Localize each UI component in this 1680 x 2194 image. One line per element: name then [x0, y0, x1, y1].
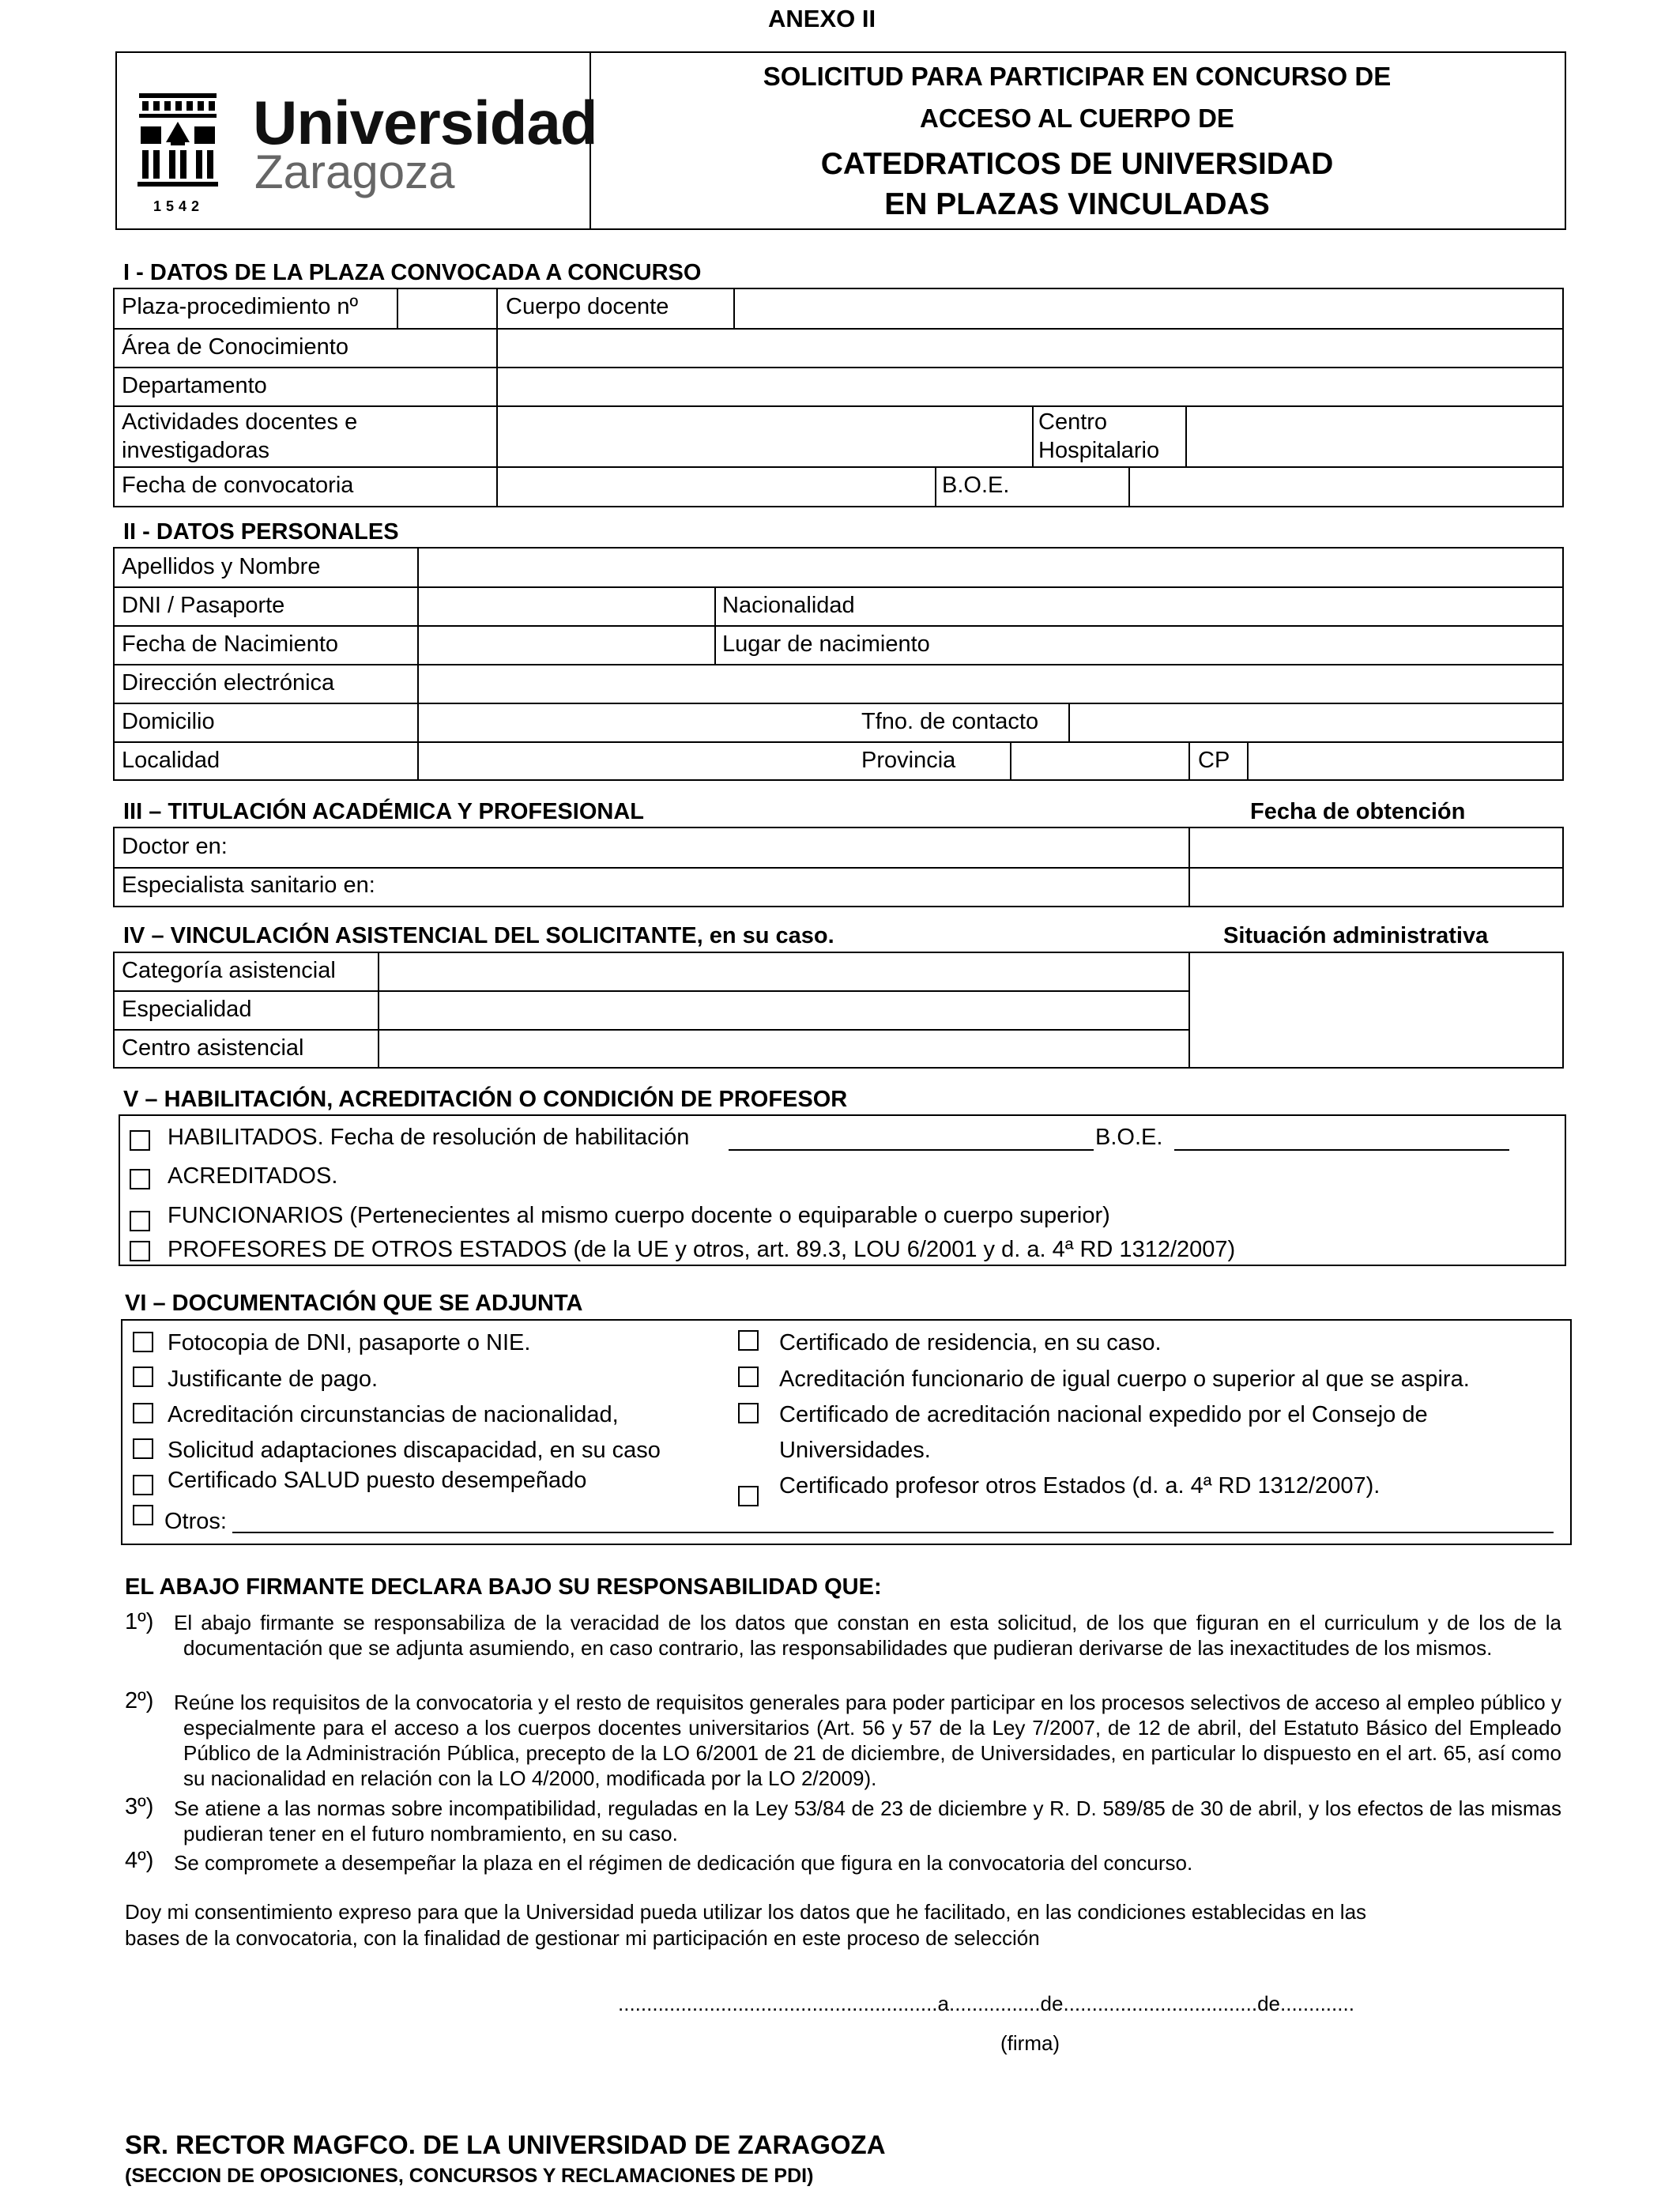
- field-habilitados-boe[interactable]: [1174, 1149, 1509, 1151]
- fecha-obtencion-header: Fecha de obtención: [1250, 799, 1466, 824]
- field-dni[interactable]: [419, 588, 713, 624]
- field-cp[interactable]: [1249, 743, 1561, 779]
- checkbox-doc-discapacidad[interactable]: [133, 1438, 153, 1459]
- field-especialista-fecha[interactable]: [1190, 869, 1561, 906]
- section1-title: I - DATOS DE LA PLAZA CONVOCADA A CONCURSO: [123, 260, 702, 285]
- doc-residencia-label: Certificado de residencia, en su caso.: [779, 1330, 1162, 1355]
- label-localidad: Localidad: [122, 748, 220, 773]
- label-especialista: Especialista sanitario en:: [122, 873, 375, 898]
- doc-funcionario-label: Acreditación funcionario de igual cuerpo o superior al que se aspira.: [779, 1367, 1470, 1392]
- doc-otros-label: Otros:: [164, 1509, 227, 1534]
- s2-row-rule: [113, 586, 1564, 588]
- checkbox-doc-funcionario[interactable]: [738, 1367, 759, 1387]
- section4-title-main: IV – VINCULACIÓN ASISTENCIAL DEL SOLICITANTE,: [123, 923, 703, 948]
- label-fecha-nacimiento: Fecha de Nacimiento: [122, 631, 339, 657]
- field-email[interactable]: [419, 665, 1561, 702]
- declaration-num-1: 1º): [125, 1609, 154, 1634]
- label-lugar-nacimiento: Lugar de nacimiento: [722, 631, 930, 657]
- footer-section: (SECCION DE OPOSICIONES, CONCURSOS Y RECLAMACIONES DE PDI): [125, 2165, 814, 2187]
- s2-row-rule: [113, 625, 1564, 627]
- university-logo: [134, 88, 597, 220]
- label-acreditados: ACREDITADOS.: [168, 1163, 338, 1189]
- field-cuerpo[interactable]: [735, 289, 1561, 327]
- label-email: Dirección electrónica: [122, 670, 335, 696]
- section6-title: VI – DOCUMENTACIÓN QUE SE ADJUNTA: [125, 1291, 583, 1316]
- declaration-item-2: [174, 1690, 1561, 1791]
- label-apellidos: Apellidos y Nombre: [122, 554, 321, 579]
- section4-title: [123, 925, 834, 948]
- header-line1: SOLICITUD PARA PARTICIPAR EN CONCURSO DE: [763, 62, 1392, 91]
- label-fecha-convocatoria: Fecha de convocatoria: [122, 473, 354, 498]
- doc-pago-label: Justificante de pago.: [168, 1367, 379, 1392]
- situacion-header: Situación administrativa: [1223, 923, 1489, 948]
- checkbox-acreditados[interactable]: [130, 1169, 150, 1189]
- field-telefono[interactable]: [1070, 704, 1561, 741]
- label-funcionarios: FUNCIONARIOS (Pertenecientes al mismo cuerpo docente o equiparable o cuerpo superior): [168, 1203, 1110, 1228]
- label-actividades-1: Actividades docentes e: [122, 409, 358, 435]
- label-profesores-otros-estados: PROFESORES DE OTROS ESTADOS (de la UE y otros, art. 89.3, LOU 6/2001 y d. a. 4ª RD 1312/2007): [168, 1237, 1236, 1262]
- logo-city: Zaragoza: [254, 145, 455, 198]
- label-centro-2: Hospitalario: [1038, 438, 1160, 463]
- section5-title: V – HABILITACIÓN, ACREDITACIÓN O CONDICIÓN DE PROFESOR: [123, 1087, 848, 1112]
- field-doctor-fecha[interactable]: [1190, 828, 1561, 866]
- label-provincia: Provincia: [861, 748, 956, 773]
- checkbox-doc-nacionalidad[interactable]: [133, 1403, 153, 1423]
- signature-date-line[interactable]: ........................................................a................de..................................de.............: [618, 1992, 1354, 2015]
- doc-nacionalidad-label: Acreditación circunstancias de nacionalidad,: [168, 1402, 619, 1427]
- s2-col-rule: [1188, 741, 1190, 781]
- checkbox-doc-otros[interactable]: [133, 1505, 153, 1525]
- label-centro-1: Centro: [1038, 409, 1108, 435]
- checkbox-profesores-otros-estados[interactable]: [130, 1241, 150, 1261]
- doc-dni-label: Fotocopia de DNI, pasaporte o NIE.: [168, 1330, 531, 1355]
- checkbox-doc-residencia[interactable]: [738, 1330, 759, 1351]
- field-habilitados-fecha[interactable]: [729, 1149, 1094, 1151]
- label-plaza: Plaza-procedimiento nº: [122, 294, 359, 319]
- consent-line-2: bases de la convocatoria, con la finalidad de gestionar mi participación en este proceso de selección: [125, 1926, 1040, 1950]
- checkbox-funcionarios[interactable]: [130, 1211, 150, 1231]
- declaration-item-3: [174, 1796, 1561, 1846]
- field-area[interactable]: [498, 330, 1561, 366]
- checkbox-habilitados[interactable]: [130, 1130, 150, 1151]
- field-especialista[interactable]: [395, 869, 1187, 906]
- label-habilitados: HABILITADOS. Fecha de resolución de habilitación: [168, 1125, 690, 1150]
- label-domicilio: Domicilio: [122, 709, 215, 734]
- declaration-item-4: [174, 1850, 1552, 1875]
- s2-col-rule: [714, 586, 716, 664]
- checkbox-doc-acreditacion[interactable]: [738, 1403, 759, 1423]
- field-provincia[interactable]: [1011, 743, 1187, 779]
- declaration-item-1: [174, 1610, 1561, 1661]
- label-dni: DNI / Pasaporte: [122, 593, 285, 618]
- field-localidad[interactable]: [419, 743, 861, 779]
- s1-col-rule: [1032, 405, 1034, 466]
- university-crest-icon: [134, 93, 221, 194]
- field-centro-hospitalario[interactable]: [1187, 407, 1561, 466]
- checkbox-doc-salud[interactable]: [133, 1475, 153, 1495]
- header-line2: ACCESO AL CUERPO DE: [920, 104, 1234, 133]
- label-centro-asistencial: Centro asistencial: [122, 1035, 304, 1061]
- declaration-text-3: Se atiene a las normas sobre incompatibilidad, reguladas en la Ley 53/84 de 23 de diciembre y R. D. 589/85 de 30 de abril, y los efectos de las mismas pudieran tener en el futuro nombramiento, en su caso.: [174, 1796, 1561, 1845]
- checkbox-doc-dni[interactable]: [133, 1332, 153, 1352]
- header-line3: CATEDRATICOS DE UNIVERSIDAD: [820, 147, 1334, 181]
- header-line4: EN PLAZAS VINCULADAS: [884, 187, 1270, 221]
- annex-title: ANEXO II: [768, 5, 876, 32]
- field-situacion-administrativa[interactable]: [1190, 953, 1561, 1067]
- declaration-title: EL ABAJO FIRMANTE DECLARA BAJO SU RESPONSABILIDAD QUE:: [125, 1574, 882, 1600]
- field-actividades[interactable]: [498, 407, 1030, 466]
- doc-otros-estados-label: Certificado profesor otros Estados (d. a. 4ª RD 1312/2007).: [779, 1473, 1381, 1498]
- field-doctor[interactable]: [332, 828, 1187, 866]
- label-cp: CP: [1198, 748, 1230, 773]
- label-cuerpo: Cuerpo docente: [506, 294, 669, 319]
- field-doc-otros[interactable]: [232, 1532, 1554, 1533]
- declaration-text-4: Se compromete a desempeñar la plaza en el régimen de dedicación que figura en la convocatoria del concurso.: [174, 1851, 1193, 1875]
- label-doctor: Doctor en:: [122, 834, 228, 859]
- field-boe[interactable]: [1130, 468, 1561, 506]
- declaration-num-4: 4º): [125, 1848, 154, 1873]
- label-habilitados-boe: B.O.E.: [1095, 1125, 1163, 1150]
- field-centro-asistencial[interactable]: [379, 1031, 1187, 1067]
- signature-label: (firma): [1000, 2031, 1060, 2055]
- label-departamento: Departamento: [122, 373, 267, 398]
- label-especialidad: Especialidad: [122, 997, 252, 1022]
- declaration-num-2: 2º): [125, 1688, 154, 1713]
- field-fecha-nacimiento[interactable]: [419, 627, 713, 663]
- field-categoria[interactable]: [379, 953, 1187, 990]
- field-domicilio[interactable]: [419, 704, 861, 741]
- field-fecha-convocatoria[interactable]: [498, 468, 934, 506]
- section4-title-suffix: en su caso.: [703, 923, 834, 948]
- checkbox-doc-otros-estados[interactable]: [738, 1486, 759, 1506]
- label-actividades-2: investigadoras: [122, 438, 269, 463]
- s1-col-rule: [935, 466, 936, 507]
- declaration-num-3: 3º): [125, 1794, 154, 1819]
- footer-recipient: SR. RECTOR MAGFCO. DE LA UNIVERSIDAD DE ZARAGOZA: [125, 2130, 886, 2159]
- field-plaza[interactable]: [398, 289, 495, 327]
- checkbox-doc-pago[interactable]: [133, 1367, 153, 1387]
- doc-discapacidad-label: Solicitud adaptaciones discapacidad, en su caso: [168, 1438, 661, 1463]
- doc-salud-label: Certificado SALUD puesto desempeñado: [168, 1468, 587, 1493]
- consent-line-1: Doy mi consentimiento expreso para que la Universidad pueda utilizar los datos que he facilitado, en las condiciones establecidas en las: [125, 1900, 1367, 1924]
- label-categoria: Categoría asistencial: [122, 958, 336, 983]
- logo-year: 1542: [153, 198, 205, 214]
- doc-acreditacion-label-1: Certificado de acreditación nacional expedido por el Consejo de: [779, 1402, 1428, 1427]
- label-boe: B.O.E.: [942, 473, 1010, 498]
- section3-title: III – TITULACIÓN ACADÉMICA Y PROFESIONAL: [123, 799, 644, 824]
- declaration-text-1: El abajo firmante se responsabiliza de la veracidad de los datos que constan en esta solicitud, de los que figuran en el curriculum y de los de la documentación que se adjunta asumiendo, en caso contrario, las responsabilidades que pudieran derivarse de las inexactitudes de los mismos.: [174, 1611, 1561, 1660]
- field-departamento[interactable]: [498, 368, 1561, 405]
- field-especialidad[interactable]: [379, 992, 1187, 1028]
- doc-acreditacion-label-2: Universidades.: [779, 1438, 931, 1463]
- declaration-text-2: Reúne los requisitos de la convocatoria y el resto de requisitos generales para poder participar en los procesos selectivos de acceso al empleo público y especialmente para el acceso a los cuerpos docentes universitarios (Art. 56 y 57 de la Ley 7/2007, de 12 de abril, del Estatuto Básico del Empleado Público de la Administración Pública, precepto de la LO 6/2001 de 21 de diciembre, de Universidades, en particular lo dispuesto en el art. 65, así como su nacionalidad en relación con la LO 4/2000, modificada por la LO 2/2009).: [174, 1691, 1561, 1790]
- logo-name: Universidad: [253, 88, 597, 157]
- header-bottom-rule: [115, 228, 1566, 230]
- label-telefono: Tfno. de contacto: [861, 709, 1039, 734]
- field-apellidos[interactable]: [419, 548, 1561, 586]
- label-nacionalidad: Nacionalidad: [722, 593, 855, 618]
- label-area: Área de Conocimiento: [122, 334, 348, 360]
- header-title: [591, 63, 1563, 220]
- section2-title: II - DATOS PERSONALES: [123, 519, 399, 545]
